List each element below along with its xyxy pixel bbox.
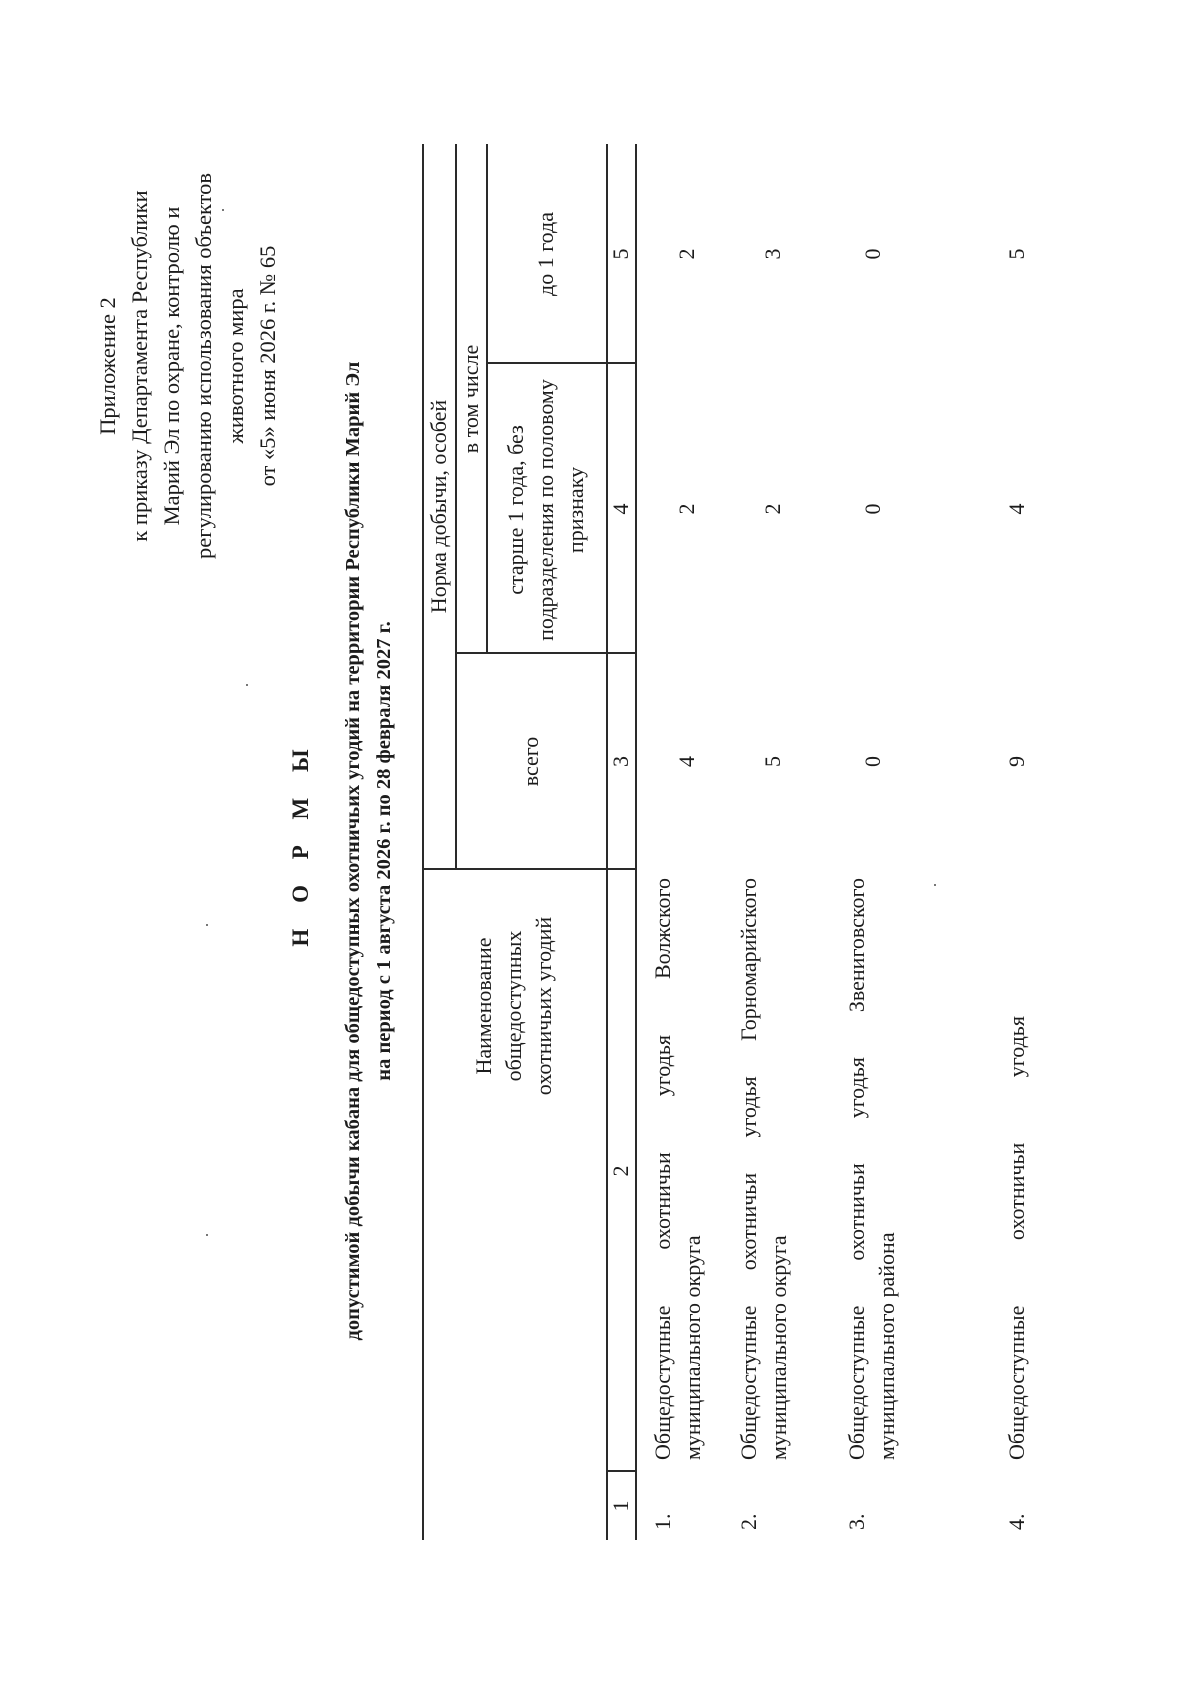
appendix-line: Приложение 2: [95, 297, 120, 435]
header-younger-cell: [486, 184, 606, 324]
row-name: Общедоступные охотничьи угодья: [1004, 1016, 1029, 1460]
appendix-line: регулированию использования объектов: [191, 173, 216, 560]
column-number-text: 5: [607, 248, 633, 260]
row-older: 2: [760, 503, 785, 515]
row-total: 9: [1004, 756, 1029, 767]
header-total-cell: [455, 654, 606, 869]
document-subtitle: [338, 136, 400, 1566]
column-number-text: 4: [607, 503, 633, 515]
header-norm-group: Норма добычи, особей: [425, 399, 451, 614]
row-name: Общедоступные охотничьи угодья Горномарийского муниципального округа: [736, 878, 791, 1460]
appendix-line: животного мира: [223, 288, 248, 444]
appendix-header: [92, 86, 284, 646]
appendix-line: от «5» июня 2026 г. № 65: [255, 245, 280, 487]
row-younger: 0: [860, 248, 885, 260]
row-number: 3.: [844, 1513, 869, 1530]
header-younger: до 1 года: [533, 212, 558, 296]
appendix-line: Марий Эл по охране, контролю и: [159, 206, 184, 526]
scan-speck: [206, 1234, 208, 1236]
header-older-cell: [486, 374, 606, 646]
row-total: 5: [760, 756, 785, 767]
row-number: 4.: [1004, 1513, 1029, 1530]
row-name: Общедоступные охотничьи угодья Звениговского муниципального района: [844, 878, 899, 1460]
row-younger: 2: [674, 248, 699, 260]
document-title: Н О Р М Ы: [288, 739, 313, 947]
scan-speck: [934, 884, 936, 886]
column-number-text: 1: [607, 1500, 633, 1512]
row-number: 1.: [650, 1513, 675, 1530]
header-name-cell: [422, 886, 606, 1126]
column-number: [606, 870, 635, 1472]
row-younger: 3: [760, 248, 785, 260]
column-number: [606, 364, 635, 654]
row-number: 2.: [736, 1513, 761, 1530]
subtitle-line-2: на период с 1 августа 2026 г. по 28 февраля 2027 г.: [373, 621, 395, 1081]
scan-speck: [206, 924, 208, 926]
header-norm-group-cell: [422, 144, 455, 869]
column-number: [606, 654, 635, 869]
row-older: 2: [674, 503, 699, 515]
table-line-colnum-bottom: [635, 144, 637, 1540]
subtitle-line-1: допустимой добычи кабана для общедоступных охотничьих угодий на территории Республики Марий Эл: [342, 361, 364, 1341]
row-older: 0: [860, 503, 885, 515]
column-number-text: 3: [607, 756, 633, 767]
scan-speck: [246, 684, 248, 686]
scan-speck: [222, 209, 224, 211]
column-number: [606, 1472, 635, 1540]
row-total: 4: [674, 756, 699, 767]
header-name: Наименование общедоступных охотничьих угодий: [471, 916, 556, 1096]
header-total: всего: [517, 736, 543, 787]
header-including-cell: [455, 144, 486, 654]
header-older: старше 1 года, без подразделения по половому признаку: [503, 379, 588, 641]
row-younger: 5: [1004, 248, 1029, 260]
appendix-line: к приказу Департамента Республики: [127, 190, 152, 542]
row-name: Общедоступные охотничьи угодья Волжского муниципального округа: [650, 878, 705, 1460]
row-total: 0: [860, 756, 885, 767]
row-older: 4: [1004, 503, 1029, 515]
column-number-text: 2: [607, 1165, 633, 1177]
column-number: [606, 144, 635, 364]
header-including: в том числе: [457, 344, 483, 454]
